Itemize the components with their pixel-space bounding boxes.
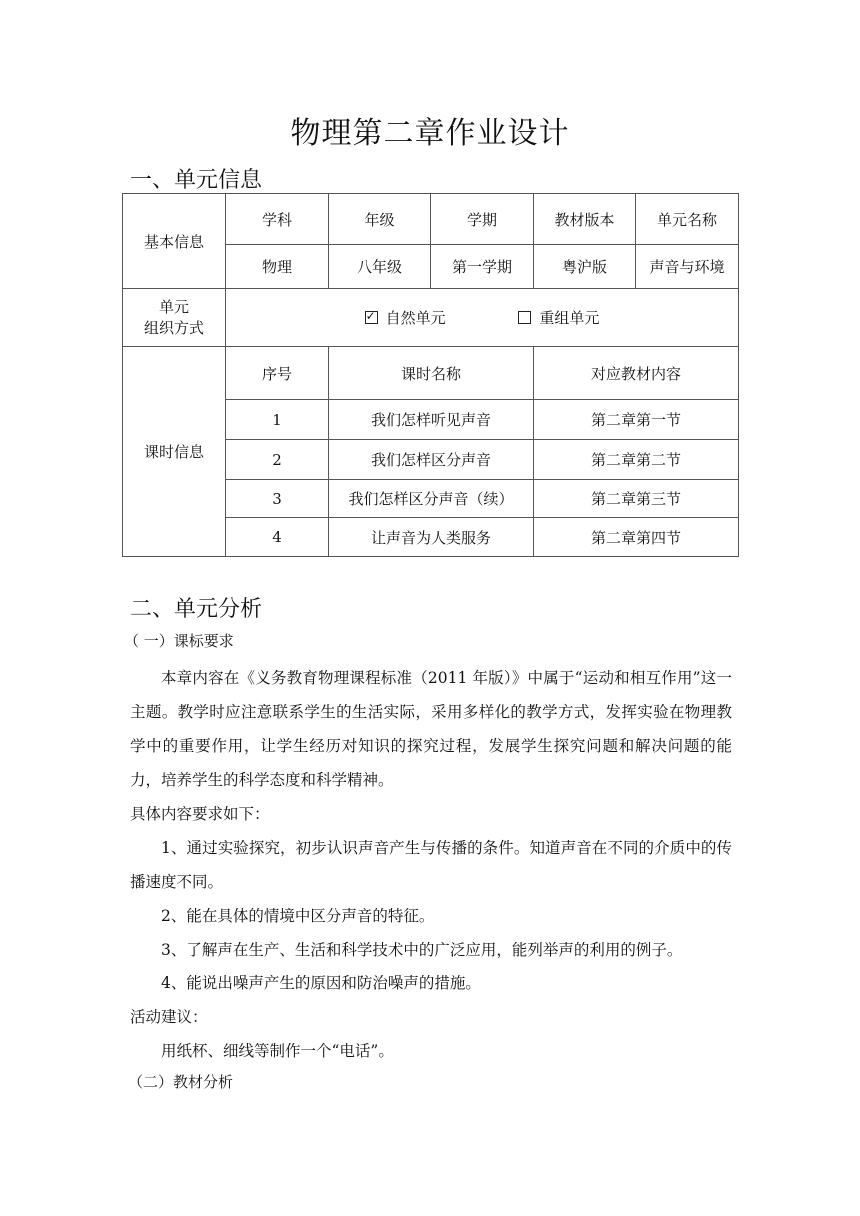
subheading-curriculum: （ 一）课标要求 (124, 632, 234, 650)
option-regrouped-label: 重组单元 (539, 309, 600, 327)
requirement-item: 4、能说出噪声产生的原因和防治噪声的措施。 (161, 974, 481, 992)
lesson-content: 第二章第一节 (534, 400, 739, 440)
lesson-header-content: 对应教材内容 (534, 347, 739, 400)
value-subject: 物理 (226, 245, 329, 289)
lesson-header-no: 序号 (226, 347, 329, 400)
checkbox-checked-icon[interactable] (365, 311, 378, 324)
value-unit-name: 声音与环境 (636, 245, 739, 289)
paragraph-curriculum: 本章内容在《义务教育物理课程标准（2011 年版）》中属于“运动和相互作用”这一主题。教学时应注意联系学生的生活实际，采用多样化的教学方式，发挥实验在物理教学中的重要作用，让学生经历对知识的探究过程，发展学生探究问题和解决问题的能力，培养学生的科学态度和科学精神。 (130, 669, 732, 789)
header-subject: 学科 (226, 194, 329, 245)
lesson-content: 第二章第三节 (534, 480, 739, 518)
lesson-content: 第二章第二节 (534, 440, 739, 480)
lesson-no: 4 (226, 518, 329, 557)
option-regrouped-unit[interactable] (518, 307, 599, 328)
header-edition: 教材版本 (534, 194, 636, 245)
lesson-info-label: 课时信息 (123, 347, 226, 557)
subheading-textbook-analysis: （二）教材分析 (128, 1073, 234, 1091)
activity-item: 用纸杯、细线等制作一个“电话”。 (161, 1042, 394, 1060)
basic-info-label: 基本信息 (123, 194, 226, 289)
lesson-name: 我们怎样听见声音 (329, 400, 534, 440)
requirement-item: 3、了解声在生产、生活和科学技术中的广泛应用，能列举声的利用的例子。 (161, 941, 683, 959)
org-label-line2: 组织方式 (143, 318, 204, 337)
org-label (123, 289, 226, 347)
org-label-line1: 单元 (158, 297, 189, 316)
header-unit-name: 单元名称 (636, 194, 739, 245)
option-natural-label: 自然单元 (385, 309, 446, 327)
option-natural-unit[interactable] (365, 307, 446, 328)
org-options (226, 289, 739, 347)
value-term: 第一学期 (431, 245, 534, 289)
lesson-name: 我们怎样区分声音（续） (329, 480, 534, 518)
requirement-item: 1、通过实验探究，初步认识声音产生与传播的条件。知道声音在不同的介质中的传播速度不同。 (130, 839, 732, 891)
document-title: 物理第二章作业设计 (290, 116, 570, 151)
lesson-no: 2 (226, 440, 329, 480)
requirement-item: 2、能在具体的情境中区分声音的特征。 (161, 907, 435, 925)
lesson-no: 3 (226, 480, 329, 518)
activity-intro: 活动建议： (130, 1008, 208, 1026)
value-grade: 八年级 (329, 245, 431, 289)
checkbox-empty-icon[interactable] (518, 311, 531, 324)
header-grade: 年级 (329, 194, 431, 245)
requirements-intro: 具体内容要求如下： (130, 805, 270, 823)
lesson-no: 1 (226, 400, 329, 440)
lesson-name: 我们怎样区分声音 (329, 440, 534, 480)
lesson-content: 第二章第四节 (534, 518, 739, 557)
header-term: 学期 (431, 194, 534, 245)
section-heading-unit-analysis: 二、单元分析 (130, 597, 263, 622)
lesson-header-name: 课时名称 (329, 347, 534, 400)
lesson-name: 让声音为人类服务 (329, 518, 534, 557)
value-edition: 粤沪版 (534, 245, 636, 289)
unit-info-table (122, 193, 739, 557)
section-heading-unit-info: 一、单元信息 (130, 168, 263, 193)
